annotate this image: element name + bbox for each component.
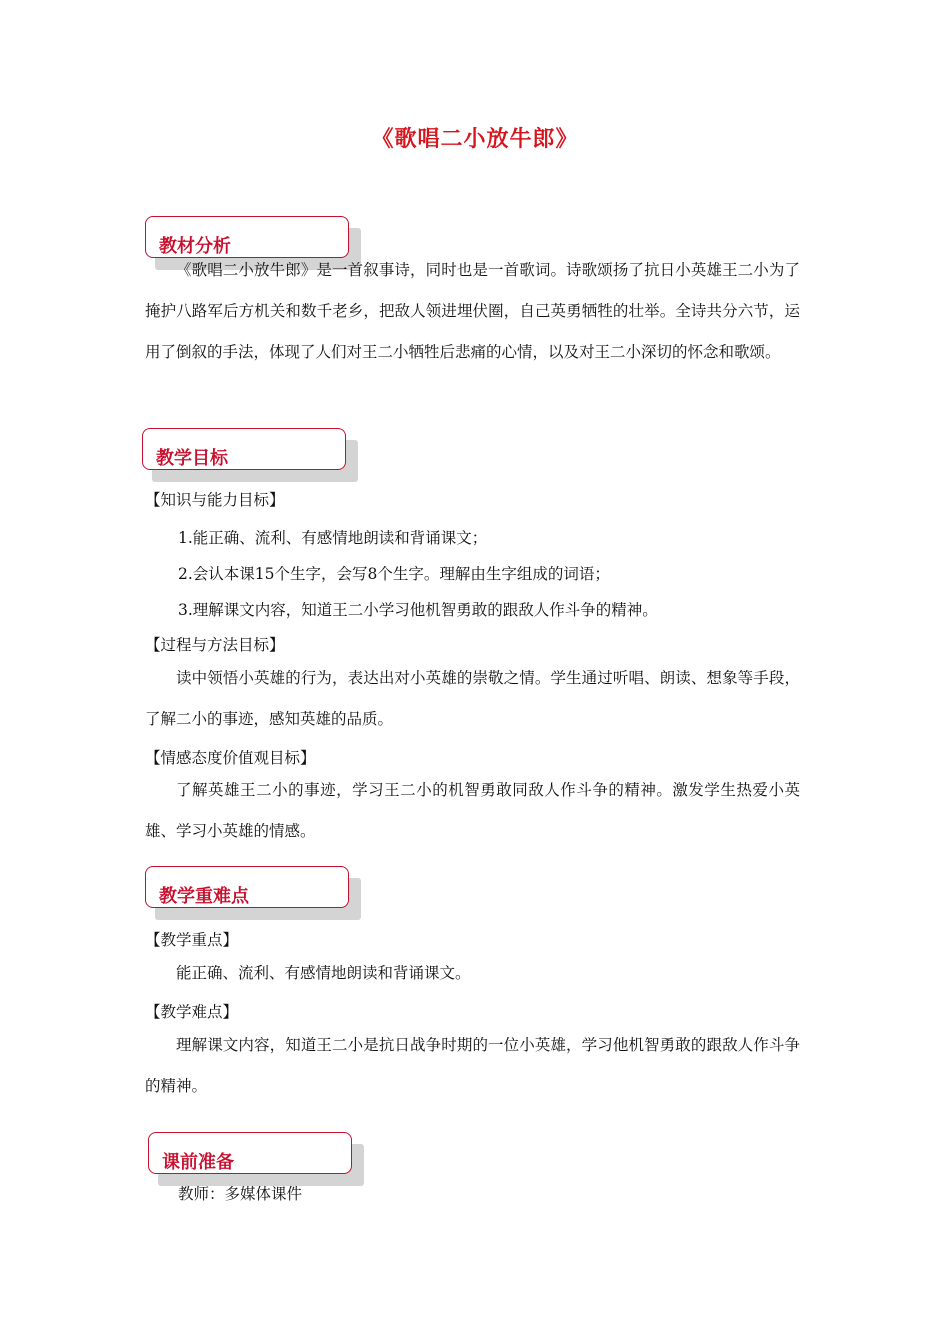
heading-label: 教学重难点 [159, 886, 249, 907]
knowledge-item-2: 2.会认本课15个生字，会写8个生字。理解由生字组成的词语； [178, 565, 610, 583]
process-goal-label: 【过程与方法目标】 [145, 636, 285, 654]
knowledge-goal-label: 【知识与能力目标】 [145, 491, 285, 509]
analysis-paragraph: 《歌唱二小放牛郎》是一首叙事诗，同时也是一首歌词。诗歌颂扬了抗日小英雄王二小为了掩护八路军后方机关和数千老乡，把敌人领进埋伏圈，自己英勇牺牲的壮举。全诗共分六节，运用了倒叙的手法，体现了人们对王二小牺牲后悲痛的心情，以及对王二小深切的怀念和歌颂。 [145, 261, 800, 361]
document-title: 《歌唱二小放牛郎》 [371, 127, 579, 152]
knowledge-item-3: 3.理解课文内容，知道王二小学习他机智勇敢的跟敌人作斗争的精神。 [178, 601, 658, 619]
heading-label: 教材分析 [159, 236, 231, 257]
focus-paragraph: 能正确、流利、有感情地朗读和背诵课文。 [176, 964, 471, 982]
preparation-teacher: 教师：多媒体课件 [178, 1185, 303, 1203]
emotion-goal-label: 【情感态度价值观目标】 [145, 749, 316, 767]
heading-label: 课前准备 [162, 1152, 234, 1173]
focus-label: 【教学重点】 [145, 931, 239, 949]
section-heading-key-points [145, 866, 365, 926]
knowledge-item-1: 1.能正确、流利、有感情地朗读和背诵课文； [178, 529, 488, 547]
process-goal-paragraph: 读中领悟小英雄的行为，表达出对小英雄的崇敬之情。学生通过听唱、朗读、想象等手段，了解二小的事迹，感知英雄的品质。 [145, 669, 800, 728]
section-heading-goals [142, 428, 362, 488]
emotion-goal-paragraph: 了解英雄王二小的事迹，学习王二小的机智勇敢同敌人作斗争的精神。激发学生热爱小英雄、学习小英雄的情感。 [145, 781, 800, 840]
difficulty-paragraph: 理解课文内容，知道王二小是抗日战争时期的一位小英雄，学习他机智勇敢的跟敌人作斗争的精神。 [145, 1036, 800, 1095]
heading-label: 教学目标 [156, 448, 228, 469]
difficulty-label: 【教学难点】 [145, 1003, 239, 1021]
